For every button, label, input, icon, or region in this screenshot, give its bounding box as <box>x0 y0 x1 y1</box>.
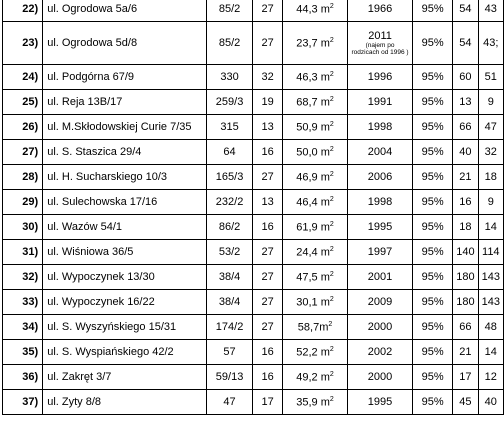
table-row <box>3 0 504 22</box>
value-cell: 21 <box>453 340 478 365</box>
number-cell: 13 <box>253 190 283 215</box>
area-value: 46,3 m <box>296 71 330 84</box>
area-cell <box>283 190 348 215</box>
table-row <box>3 240 504 265</box>
parcel-cell: 59/13 <box>207 365 253 390</box>
number-cell: 16 <box>253 340 283 365</box>
area-unit-superscript: 2 <box>329 70 334 78</box>
area-value: 61,9 m <box>296 221 330 234</box>
area-cell <box>283 115 348 140</box>
percent-cell: 95% <box>413 390 453 415</box>
year-value: 2011 <box>368 30 392 42</box>
parcel-cell: 259/3 <box>207 90 253 115</box>
row-number: 32) <box>3 265 43 290</box>
row-number: 30) <box>3 215 43 240</box>
area-value: 50,9 m <box>296 121 330 134</box>
parcel-cell: 86/2 <box>207 215 253 240</box>
number-cell: 27 <box>253 265 283 290</box>
area-unit-superscript: 2 <box>329 195 334 203</box>
value-cell-2: 51 <box>478 65 503 90</box>
percent-cell: 95% <box>413 65 453 90</box>
area-unit-superscript: 2 <box>329 395 334 403</box>
number-cell: 16 <box>253 215 283 240</box>
number-cell: 13 <box>253 115 283 140</box>
area-cell <box>283 390 348 415</box>
year-cell <box>347 390 412 415</box>
year-cell <box>347 140 412 165</box>
parcel-cell: 315 <box>207 115 253 140</box>
area-unit-superscript: 2 <box>329 295 334 303</box>
number-cell: 27 <box>253 22 283 65</box>
area-cell <box>283 215 348 240</box>
year-cell <box>347 265 412 290</box>
number-cell: 27 <box>253 0 283 22</box>
year-cell <box>347 240 412 265</box>
year-cell <box>347 115 412 140</box>
percent-cell: 95% <box>413 365 453 390</box>
percent-cell: 95% <box>413 215 453 240</box>
percent-cell: 95% <box>413 315 453 340</box>
table-row <box>3 90 504 115</box>
table-row <box>3 65 504 90</box>
row-number: 35) <box>3 340 43 365</box>
year-cell <box>347 190 412 215</box>
year-cell <box>347 315 412 340</box>
value-cell-2: 40 <box>478 390 503 415</box>
address-cell: ul. S. Wyspiańskiego 42/2 <box>43 340 207 365</box>
percent-cell: 95% <box>413 115 453 140</box>
value-cell: 180 <box>453 290 478 315</box>
area-value: 35,9 m <box>296 396 330 409</box>
percent-cell: 95% <box>413 265 453 290</box>
area-cell <box>283 265 348 290</box>
year-value: 2004 <box>367 146 393 158</box>
value-cell-2: 18 <box>478 165 503 190</box>
address-cell: ul. Wypoczynek 16/22 <box>43 290 207 315</box>
value-cell: 17 <box>453 365 478 390</box>
year-cell <box>347 165 412 190</box>
area-cell <box>283 90 348 115</box>
percent-cell: 95% <box>413 240 453 265</box>
value-cell: 54 <box>453 22 478 65</box>
row-number: 37) <box>3 390 43 415</box>
area-value: 68,7 m <box>296 96 330 109</box>
area-cell <box>283 165 348 190</box>
year-cell <box>347 65 412 90</box>
area-unit-superscript: 2 <box>329 145 334 153</box>
value-cell: 45 <box>453 390 478 415</box>
year-cell <box>347 290 412 315</box>
address-cell: ul. Podgórna 67/9 <box>43 65 207 90</box>
value-cell-2: 43 <box>478 0 503 22</box>
area-cell <box>283 22 348 65</box>
parcel-cell: 85/2 <box>207 22 253 65</box>
year-value: 1997 <box>367 246 393 258</box>
number-cell: 27 <box>253 165 283 190</box>
address-cell: ul. Zyty 8/8 <box>43 390 207 415</box>
year-cell <box>347 22 412 65</box>
area-cell <box>283 290 348 315</box>
table-row <box>3 140 504 165</box>
row-number: 34) <box>3 315 43 340</box>
table-body <box>3 0 504 415</box>
value-cell: 18 <box>453 215 478 240</box>
row-number: 22) <box>3 0 43 22</box>
value-cell-2: 14 <box>478 340 503 365</box>
row-number: 24) <box>3 65 43 90</box>
area-value: 46,4 m <box>296 196 330 209</box>
number-cell: 16 <box>253 140 283 165</box>
year-value: 1998 <box>367 121 393 133</box>
value-cell-2: 32 <box>478 140 503 165</box>
year-value: 1995 <box>367 396 393 408</box>
parcel-cell: 174/2 <box>207 315 253 340</box>
percent-cell: 95% <box>413 0 453 22</box>
area-cell <box>283 140 348 165</box>
area-value: 49,2 m <box>296 371 330 384</box>
row-number: 27) <box>3 140 43 165</box>
area-unit-superscript: 2 <box>329 36 334 44</box>
year-note: (najem po rodzicach od 1996 ) <box>351 42 409 56</box>
area-cell <box>283 365 348 390</box>
year-value: 2002 <box>367 346 393 358</box>
address-cell: ul. Zakręt 3/7 <box>43 365 207 390</box>
number-cell: 19 <box>253 90 283 115</box>
area-value: 47,5 m <box>296 271 330 284</box>
parcel-cell: 330 <box>207 65 253 90</box>
number-cell: 27 <box>253 290 283 315</box>
parcel-cell: 57 <box>207 340 253 365</box>
area-unit-superscript: 2 <box>329 2 334 10</box>
value-cell: 66 <box>453 315 478 340</box>
value-cell-2: 12 <box>478 365 503 390</box>
number-cell: 32 <box>253 65 283 90</box>
address-cell: ul. Reja 13B/17 <box>43 90 207 115</box>
value-cell: 66 <box>453 115 478 140</box>
area-value: 58,7m <box>297 321 329 334</box>
year-value: 2000 <box>367 371 393 383</box>
year-cell <box>347 90 412 115</box>
year-cell <box>347 365 412 390</box>
parcel-cell: 232/2 <box>207 190 253 215</box>
area-unit-superscript: 2 <box>329 95 334 103</box>
area-unit-superscript: 2 <box>329 345 334 353</box>
table-row <box>3 315 504 340</box>
area-unit-superscript: 2 <box>329 370 334 378</box>
address-cell: ul. Sulechowska 17/16 <box>43 190 207 215</box>
value-cell-2: 143 <box>478 290 503 315</box>
percent-cell: 95% <box>413 190 453 215</box>
year-value: 2001 <box>367 271 393 283</box>
year-cell <box>347 340 412 365</box>
year-value: 2000 <box>367 321 393 333</box>
address-cell: ul. Wazów 54/1 <box>43 215 207 240</box>
value-cell: 140 <box>453 240 478 265</box>
value-cell-2: 14 <box>478 215 503 240</box>
percent-cell: 95% <box>413 340 453 365</box>
percent-cell: 95% <box>413 165 453 190</box>
row-number: 33) <box>3 290 43 315</box>
row-number: 28) <box>3 165 43 190</box>
number-cell: 17 <box>253 390 283 415</box>
value-cell-2: 48 <box>478 315 503 340</box>
value-cell-2: 114 <box>478 240 503 265</box>
table-row <box>3 165 504 190</box>
row-number: 25) <box>3 90 43 115</box>
address-cell: ul. M.Skłodowskiej Curie 7/35 <box>43 115 207 140</box>
table-row <box>3 190 504 215</box>
area-cell <box>283 315 348 340</box>
address-cell: ul. Ogrodowa 5d/8 <box>43 22 207 65</box>
row-number: 31) <box>3 240 43 265</box>
area-unit-superscript: 2 <box>329 220 334 228</box>
year-value: 1966 <box>367 3 393 15</box>
area-unit-superscript: 2 <box>329 120 334 128</box>
area-unit-superscript: 2 <box>329 270 334 278</box>
table-row <box>3 265 504 290</box>
parcel-cell: 64 <box>207 140 253 165</box>
area-value: 24,4 m <box>296 246 330 259</box>
area-cell <box>283 65 348 90</box>
year-value: 1996 <box>367 71 393 83</box>
parcel-cell: 47 <box>207 390 253 415</box>
apartments-table <box>2 0 504 415</box>
table-row <box>3 115 504 140</box>
address-cell: ul. Wiśniowa 36/5 <box>43 240 207 265</box>
value-cell-2: 143 <box>478 265 503 290</box>
row-number: 26) <box>3 115 43 140</box>
area-unit-superscript: 2 <box>328 320 333 328</box>
area-value: 23,7 m <box>296 37 330 50</box>
address-cell: ul. S. Wyszyńskiego 15/31 <box>43 315 207 340</box>
value-cell: 180 <box>453 265 478 290</box>
area-unit-superscript: 2 <box>329 245 334 253</box>
area-value: 46,9 m <box>296 171 330 184</box>
area-cell <box>283 240 348 265</box>
value-cell: 40 <box>453 140 478 165</box>
area-value: 44,3 m <box>296 3 330 16</box>
value-cell: 13 <box>453 90 478 115</box>
percent-cell: 95% <box>413 90 453 115</box>
year-cell <box>347 215 412 240</box>
value-cell-2: 9 <box>478 190 503 215</box>
area-cell <box>283 340 348 365</box>
year-cell <box>347 0 412 22</box>
address-cell: ul. H. Sucharskiego 10/3 <box>43 165 207 190</box>
parcel-cell: 53/2 <box>207 240 253 265</box>
number-cell: 16 <box>253 365 283 390</box>
table-row <box>3 290 504 315</box>
value-cell: 16 <box>453 190 478 215</box>
address-cell: ul. Ogrodowa 5a/6 <box>43 0 207 22</box>
year-value: 1991 <box>367 96 393 108</box>
address-cell: ul. S. Staszica 29/4 <box>43 140 207 165</box>
number-cell: 27 <box>253 315 283 340</box>
value-cell-2: 47 <box>478 115 503 140</box>
area-unit-superscript: 2 <box>329 170 334 178</box>
percent-cell: 95% <box>413 140 453 165</box>
area-value: 50,0 m <box>296 146 330 159</box>
parcel-cell: 85/2 <box>207 0 253 22</box>
year-value: 1998 <box>367 196 393 208</box>
value-cell-2: 9 <box>478 90 503 115</box>
value-cell: 54 <box>453 0 478 22</box>
year-value: 2009 <box>367 296 393 308</box>
year-value: 2006 <box>367 171 393 183</box>
table-row <box>3 215 504 240</box>
area-value: 52,2 m <box>296 346 330 359</box>
address-cell: ul. Wypoczynek 13/30 <box>43 265 207 290</box>
percent-cell: 95% <box>413 290 453 315</box>
number-cell: 27 <box>253 240 283 265</box>
table-row <box>3 340 504 365</box>
value-cell-2: 43; <box>478 22 503 65</box>
parcel-cell: 38/4 <box>207 290 253 315</box>
year-value: 1995 <box>367 221 393 233</box>
row-number: 23) <box>3 22 43 65</box>
parcel-cell: 38/4 <box>207 265 253 290</box>
table-row <box>3 365 504 390</box>
row-number: 29) <box>3 190 43 215</box>
row-number: 36) <box>3 365 43 390</box>
table-row <box>3 390 504 415</box>
percent-cell: 95% <box>413 22 453 65</box>
table-row <box>3 22 504 65</box>
parcel-cell: 165/3 <box>207 165 253 190</box>
area-cell <box>283 0 348 22</box>
value-cell: 60 <box>453 65 478 90</box>
value-cell: 21 <box>453 165 478 190</box>
area-value: 30,1 m <box>296 296 330 309</box>
